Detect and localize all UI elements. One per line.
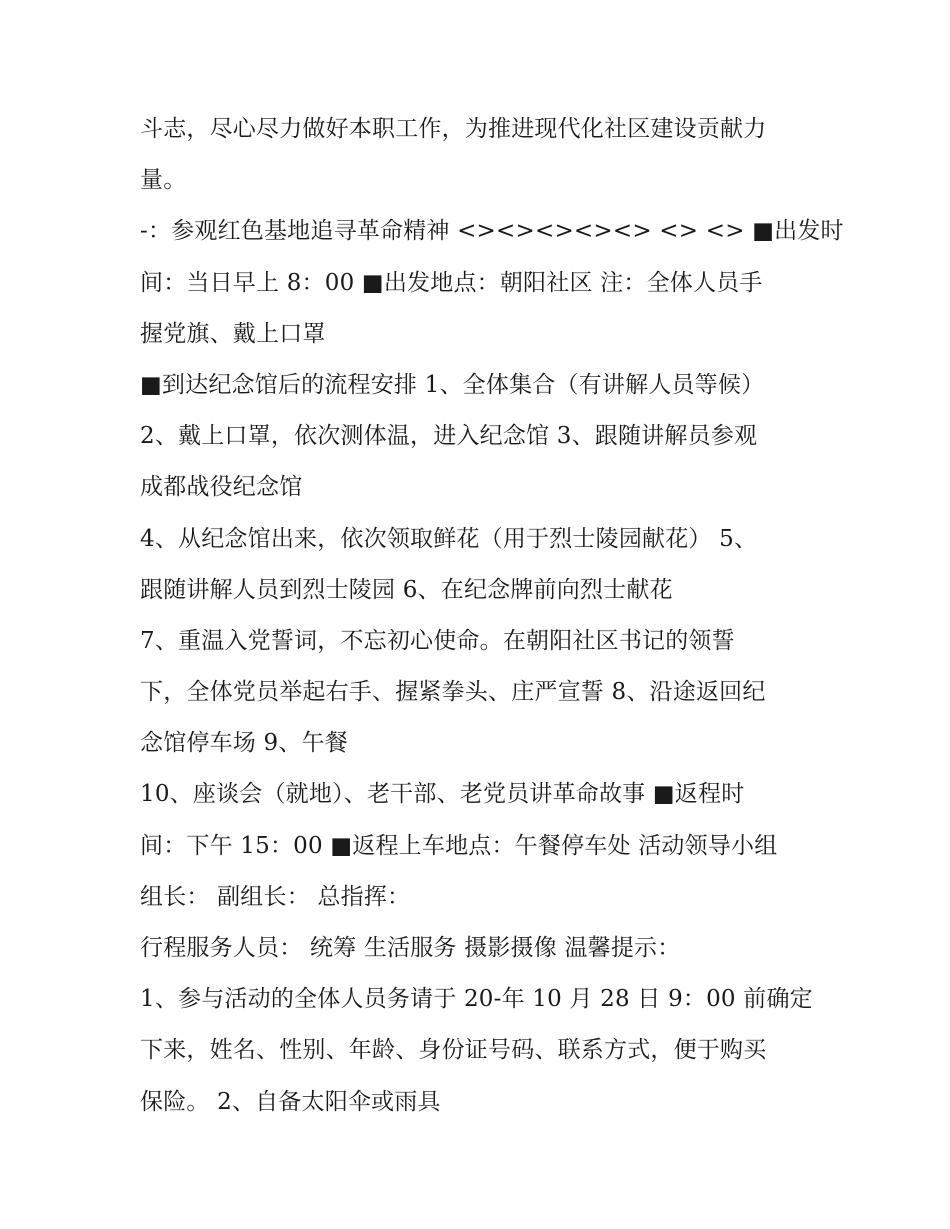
text-line: 7、重温入党誓词，不忘初心使命。在朝阳社区书记的领誓: [140, 627, 735, 654]
text-line: 行程服务人员： 统筹 生活服务 摄影摄像 温馨提示：: [140, 935, 681, 961]
text-line: 2、戴上口罩，依次测体温，进入纪念馆 3、跟随讲解员参观: [140, 423, 758, 450]
text-line: -：参观红色基地追寻革命精神 <><><><><> <> <> ■出发时: [140, 218, 844, 245]
text-line: 间：当日早上 8：00 ■出发地点：朝阳社区 注：全体人员手: [140, 269, 763, 296]
text-line: 下来，姓名、性别、年龄、身份证号码、联系方式，便于购买: [140, 1037, 767, 1064]
text-line: ■到达纪念馆后的流程安排 1、全体集合（有讲解人员等候）: [140, 371, 765, 398]
text-line: 握党旗、戴上口罩: [140, 320, 326, 347]
document-body: [140, 104, 844, 1128]
text-line: 跟随讲解人员到烈士陵园 6、在纪念牌前向烈士献花: [140, 576, 673, 603]
text-line: 10、座谈会（就地）、老干部、老党员讲革命故事 ■返程时: [140, 781, 745, 808]
text-line: 4、从纪念馆出来，依次领取鲜花（用于烈士陵园献花） 5、: [140, 525, 758, 552]
text-line: 量。: [140, 167, 187, 194]
text-line: 组长： 副组长： 总指挥：: [140, 883, 411, 910]
text-line: 念馆停车场 9、午餐: [140, 730, 348, 757]
text-line: 间：下午 15：00 ■返程上车地点：午餐停车处 活动领导小组: [140, 832, 778, 859]
text-line: 斗志，尽心尽力做好本职工作，为推进现代化社区建设贡献力: [140, 116, 767, 142]
text-line: 成都战役纪念馆: [140, 474, 303, 501]
text-line: 1、参与活动的全体人员务请于 20-年 10 月 28 日 9：00 前确定: [140, 986, 813, 1013]
text-line: 下，全体党员举起右手、握紧拳头、庄严宣誓 8、沿途返回纪: [140, 679, 766, 706]
text-line: 保险。 2、自备太阳伞或雨具: [140, 1088, 441, 1115]
